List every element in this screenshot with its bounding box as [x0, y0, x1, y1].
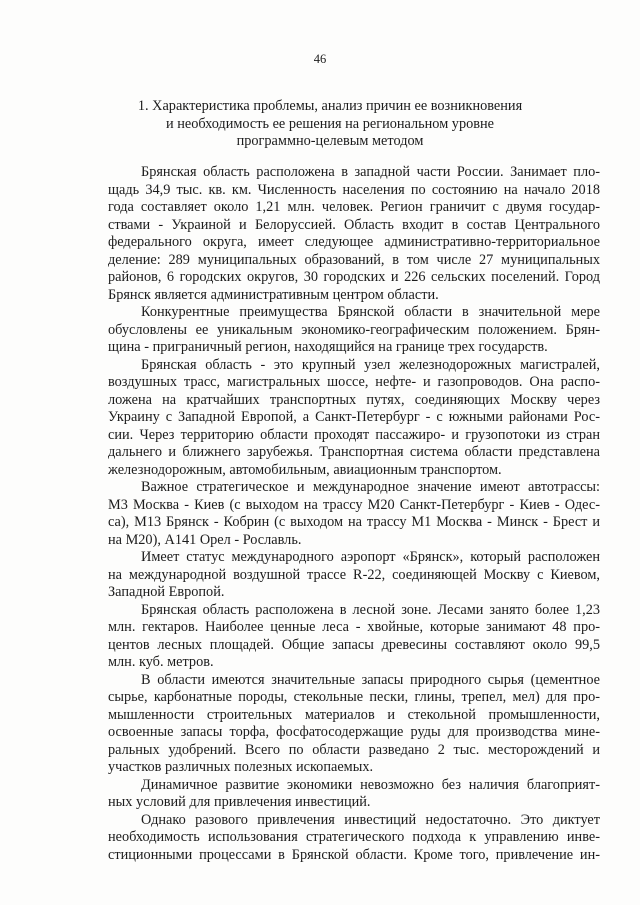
- text-line: Имеет статус международного аэропорт «Брянск», который расположен: [141, 549, 600, 565]
- text-line: Брянск является административным центром области.: [108, 286, 439, 303]
- text-line: Западной Европой.: [108, 584, 225, 600]
- text-line: Брянская область - это крупный узел железнодорожных магистралей,: [141, 356, 600, 373]
- text-line: сии. Через территорию области проходят пассажиро- и грузопотоки из стран: [108, 426, 600, 443]
- text-line: Конкурентные преимущества Брянской области в значительной мере: [141, 304, 600, 320]
- text-line: железнодорожным, автомобильным, авиационным транспортом.: [108, 461, 502, 478]
- text-line: центов лесных площадей. Общие запасы древесины составляют около 99,5: [108, 636, 600, 653]
- text-line: деление: 289 муниципальных образований, в том числе 27 муниципальных: [108, 251, 600, 268]
- text-line: ных условий для привлечения инвестиций.: [108, 794, 371, 810]
- text-line: сырье, карбонатные породы, стекольные пески, глины, трепел, мел) для про-: [108, 689, 600, 705]
- text-line: дальнего и ближнего зарубежья. Транспортная система области представлена: [108, 444, 600, 460]
- paragraph: [108, 672, 600, 777]
- text-line: Динамичное развитие экономики невозможно без наличия благоприят-: [141, 776, 600, 793]
- paragraph: [108, 304, 600, 357]
- text-line: федерального округа, имеет следующее административно-территориальное: [108, 234, 600, 250]
- text-line: ствами - Украиной и Белоруссией. Область входит в состав Центрального: [108, 216, 600, 233]
- paragraph: [108, 357, 600, 480]
- text-line: воздушных трасс, магистральных шоссе, нефте- и газопроводов. Она распо-: [108, 374, 600, 390]
- text-line: мышленности строительных материалов и стекольной промышленности,: [108, 706, 600, 723]
- text-line: щадь 34,9 тыс. кв. км. Численность населения по состоянию на начало 2018: [108, 181, 600, 198]
- body-text: [108, 164, 600, 864]
- text-line: года составляет около 1,21 млн. человек. Регион граничит с двумя государ-: [108, 199, 600, 215]
- text-line: участков различных полезных ископаемых.: [108, 759, 374, 775]
- heading-line: и необходимость ее решения на региональном уровне: [165, 115, 495, 132]
- text-line: Однако разового привлечения инвестиций недостаточно. Это диктует: [141, 811, 600, 828]
- paragraph: [108, 164, 600, 304]
- text-line: млн. гектаров. Наиболее ценные леса - хвойные, которые занимают 48 про-: [108, 619, 600, 635]
- paragraph: [108, 479, 600, 549]
- text-line: стиционными процессами в Брянской области. Кроме того, привлечение ин-: [108, 846, 600, 863]
- text-line: районов, 6 городских округов, 30 городских и 226 сельских поселений. Город: [108, 269, 600, 285]
- text-line: Брянская область расположена в западной части России. Занимает пло-: [141, 164, 600, 180]
- paragraph: [108, 812, 600, 865]
- text-line: ложена на кратчайших транспортных путях, соединяющих Москву через: [108, 391, 600, 408]
- text-line: ральных удобрений. Всего по области разведано 2 тыс. месторождений и: [108, 741, 600, 758]
- text-line: млн. куб. метров.: [108, 654, 214, 670]
- text-line: В области имеются значительные запасы природного сырья (цементное: [141, 671, 600, 688]
- paragraph: [108, 777, 600, 812]
- text-line: Украину с Западной Европой, а Санкт-Петербург - с южными районами Рос-: [108, 409, 600, 425]
- text-line: на международной воздушной трассе R-22, соединяющей Москву с Киевом,: [108, 566, 600, 583]
- text-line: М3 Москва - Киев (с выходом на трассу М20 Санкт-Петербург - Киев - Одес-: [108, 496, 600, 513]
- section-heading: [60, 98, 600, 151]
- paragraph: [108, 602, 600, 672]
- text-line: щина - приграничный регион, находящийся на границе трех государств.: [108, 339, 548, 355]
- text-line: обусловлены ее уникальным экономико-географическим положением. Брян-: [108, 321, 600, 338]
- text-line: необходимость использования стратегического подхода к управлению инве-: [108, 829, 600, 845]
- text-line: Брянская область расположена в лесной зоне. Лесами занято более 1,23: [141, 601, 600, 618]
- page-number: 46: [313, 52, 327, 66]
- heading-line: программно-целевым методом: [236, 133, 424, 149]
- text-line: са), М13 Брянск - Кобрин (с выходом на трассу М1 Москва - Минск - Брест и: [108, 514, 600, 530]
- text-line: освоенные запасы торфа, фосфатосодержащие руды для производства мине-: [108, 724, 600, 740]
- paragraph: [108, 549, 600, 602]
- heading-line: 1. Характеристика проблемы, анализ причин ее возникновения: [137, 98, 523, 114]
- text-line: Важное стратегическое и международное значение имеют автотрассы:: [141, 479, 600, 495]
- text-line: на М20), А141 Орел - Рославль.: [108, 531, 302, 548]
